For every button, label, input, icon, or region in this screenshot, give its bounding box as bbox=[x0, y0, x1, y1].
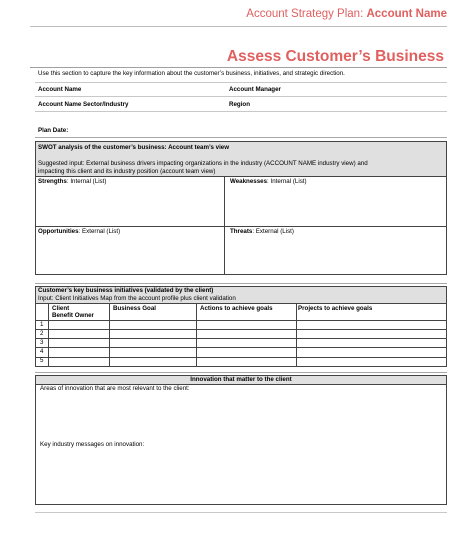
table-rule bbox=[35, 347, 447, 348]
header-title-prefix: Account Strategy Plan: bbox=[246, 8, 364, 20]
strengths-cell[interactable] bbox=[38, 178, 106, 185]
swot-suggested-line-2: impacting this client and its industry position (account team view) bbox=[38, 168, 216, 175]
section-divider bbox=[35, 372, 447, 373]
column-header-projects: Projects to achieve goals bbox=[298, 305, 373, 312]
strengths-label: Strengths bbox=[38, 178, 67, 185]
weaknesses-label: Weaknesses bbox=[230, 178, 268, 185]
field-divider bbox=[35, 96, 447, 97]
innovation-areas-field[interactable]: Areas of innovation that are most relevant to the client: bbox=[40, 385, 190, 392]
column-header-business-goal: Business Goal bbox=[113, 305, 156, 312]
row-number: 1 bbox=[40, 321, 44, 328]
innovation-heading: Innovation that matter to the client bbox=[190, 376, 292, 383]
column-divider bbox=[296, 357, 297, 367]
threats-note: : External (List) bbox=[252, 228, 294, 235]
field-divider bbox=[35, 82, 447, 83]
column-divider bbox=[48, 303, 49, 358]
table-edge bbox=[35, 357, 36, 367]
sector-industry-label: Account Name Sector/Industry bbox=[38, 101, 129, 108]
field-divider bbox=[35, 111, 447, 112]
header-account-name: Account Name bbox=[366, 8, 447, 20]
opportunities-label: Opportunities bbox=[38, 228, 79, 235]
title-divider bbox=[30, 67, 447, 68]
column-divider bbox=[196, 303, 197, 358]
opportunities-note: : External (List) bbox=[78, 228, 121, 235]
swot-rule bbox=[35, 176, 447, 177]
innovation-messages-field[interactable]: Key industry messages on innovation: bbox=[40, 441, 145, 448]
footer-divider bbox=[35, 512, 447, 513]
header-title bbox=[246, 8, 447, 20]
opportunities-cell[interactable] bbox=[38, 228, 120, 235]
swot-suggested-line-1: Suggested input: External business drivers impacting organizations in the industry (ACCOUNT NAME industry view) and bbox=[38, 160, 368, 167]
table-rule bbox=[35, 329, 447, 330]
threats-label: Threats bbox=[230, 228, 253, 235]
innovation-box bbox=[35, 375, 447, 505]
account-name-label: Account Name bbox=[38, 86, 82, 93]
row-number: 5 bbox=[40, 357, 44, 364]
page-title: Assess Customer’s Business bbox=[226, 48, 444, 65]
row-number: 4 bbox=[40, 348, 44, 355]
column-divider bbox=[196, 357, 197, 367]
field-divider bbox=[35, 137, 447, 138]
table-edge bbox=[446, 357, 447, 367]
strengths-note: : Internal (List) bbox=[66, 178, 107, 185]
weaknesses-cell[interactable] bbox=[230, 178, 307, 185]
initiatives-input: Input: Client Initiatives Map from the account profile plus client validation bbox=[38, 295, 236, 302]
column-header-actions: Actions to achieve goals bbox=[200, 305, 273, 312]
table-rule bbox=[35, 303, 447, 304]
column-header-client: Client bbox=[52, 305, 70, 312]
column-divider bbox=[109, 357, 110, 367]
row-number: 3 bbox=[40, 339, 44, 346]
initiatives-heading: Customer’s key business initiatives (validated by the client) bbox=[38, 287, 214, 294]
threats-cell[interactable] bbox=[230, 228, 294, 235]
header-divider bbox=[30, 26, 447, 27]
table-rule bbox=[35, 366, 447, 367]
swot-rule bbox=[35, 226, 447, 227]
section-divider bbox=[35, 283, 447, 284]
region-label: Region bbox=[229, 101, 250, 108]
column-divider bbox=[296, 303, 297, 358]
swot-heading: SWOT analysis of the customer’s business: Account team’s view bbox=[38, 144, 230, 151]
column-divider bbox=[109, 303, 110, 358]
column-header-benefit-owner: Benefit Owner bbox=[52, 312, 94, 319]
intro-text: Use this section to capture the key information about the customer’s business, initiatives, and strategic direction. bbox=[38, 70, 345, 77]
account-manager-label: Account Manager bbox=[229, 86, 281, 93]
plan-date-label: Plan Date: bbox=[38, 127, 69, 134]
column-divider bbox=[48, 357, 49, 367]
weaknesses-note: : Internal (List) bbox=[267, 178, 307, 185]
table-rule bbox=[35, 338, 447, 339]
row-number: 2 bbox=[40, 330, 44, 337]
table-rule bbox=[35, 320, 447, 321]
